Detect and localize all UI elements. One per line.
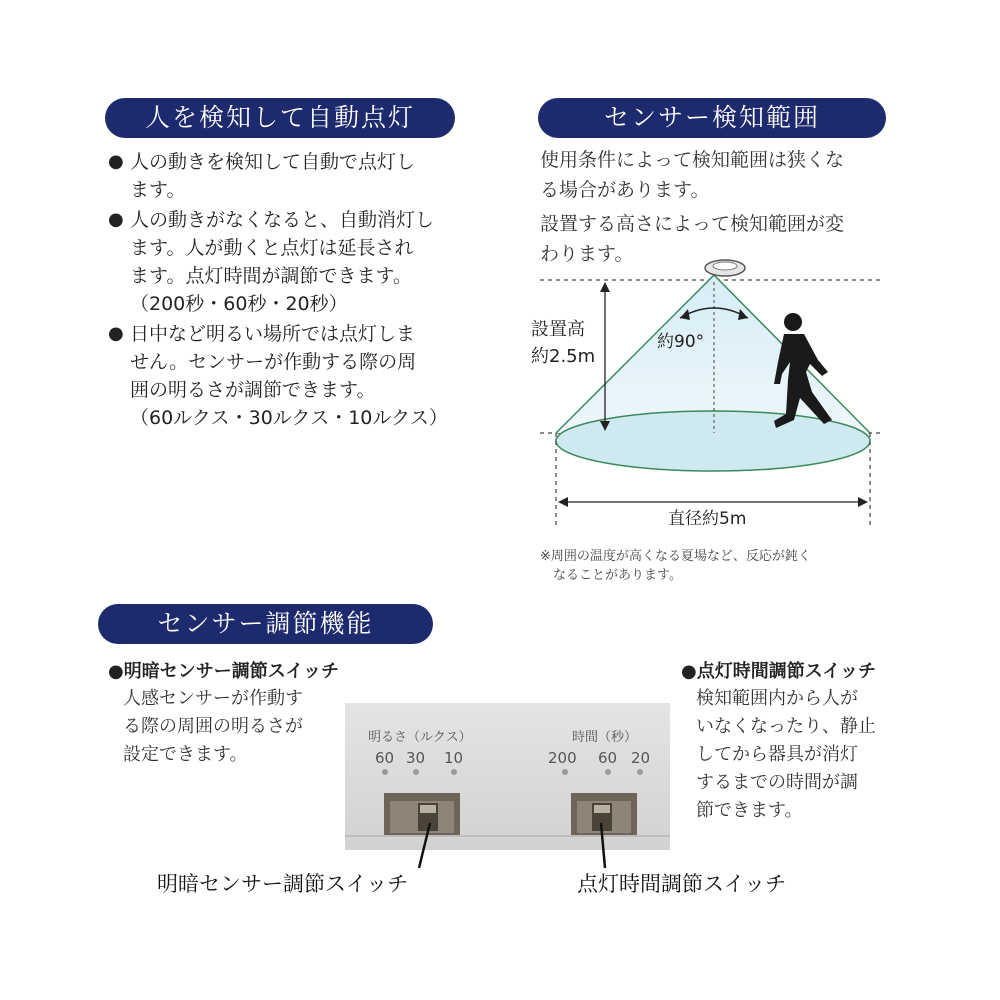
height-label-2: 約2.5m — [531, 346, 596, 367]
brightness-switch — [384, 793, 460, 835]
diameter-label: 直径約5m — [668, 509, 747, 529]
brightness-switch-description: 人感センサーが作動す る際の周囲の明るさが 設定できます。 — [123, 688, 303, 765]
list-item: ● 日中など明るい場所では点灯しま せん。センサーが作動する際の周 囲の明るさが調節できます。 （60ルクス・30ルクス・10ルクス） — [108, 320, 468, 432]
timer-switch-description: 検知範囲内から人が いなくなったり、静止 してから器具が消灯 するまでの時間が調 節できます。 — [696, 688, 876, 821]
section2-description: 使用条件によって検知範囲は狭くな る場合があります。 設置する高さによって検知範囲が変 わります。 — [540, 149, 845, 265]
time-value-20: 20 — [631, 749, 651, 767]
section2-note: ※周囲の温度が高くなる夏場など、反応が鈍く なることがあります。 — [540, 549, 811, 583]
height-label-1: 設置高 — [531, 319, 585, 340]
time-value-60: 60 — [598, 749, 618, 767]
brightness-switch-heading: ●明暗センサー調節スイッチ — [108, 661, 339, 682]
time-label: 時間（秒） — [572, 730, 638, 745]
timer-switch — [571, 793, 637, 835]
brightness-label: 明るさ（ルクス） — [368, 730, 472, 745]
angle-label: 約90° — [657, 332, 705, 352]
list-item: ● 人の動きを検知して自動で点灯し ます。 — [108, 148, 468, 204]
brightness-value-30: 30 — [406, 749, 426, 767]
brightness-value-60: 60 — [375, 749, 395, 767]
section2-title: センサー検知範囲 — [538, 98, 886, 138]
brightness-value-10: 10 — [444, 749, 464, 767]
list-item: ● 人の動きがなくなると、自動消灯し ます。人が動くと点灯は延長され ます。点灯時間が調節できます。 （200秒・60秒・20秒） — [108, 206, 468, 318]
section3-title: センサー調節機能 — [98, 604, 433, 644]
brightness-switch-caption: 明暗センサー調節スイッチ — [157, 872, 409, 896]
timer-switch-caption: 点灯時間調節スイッチ — [577, 872, 787, 896]
section1-title: 人を検知して自動点灯 — [105, 98, 455, 138]
time-value-200: 200 — [548, 749, 577, 767]
timer-switch-heading: ●点灯時間調節スイッチ — [681, 661, 876, 682]
